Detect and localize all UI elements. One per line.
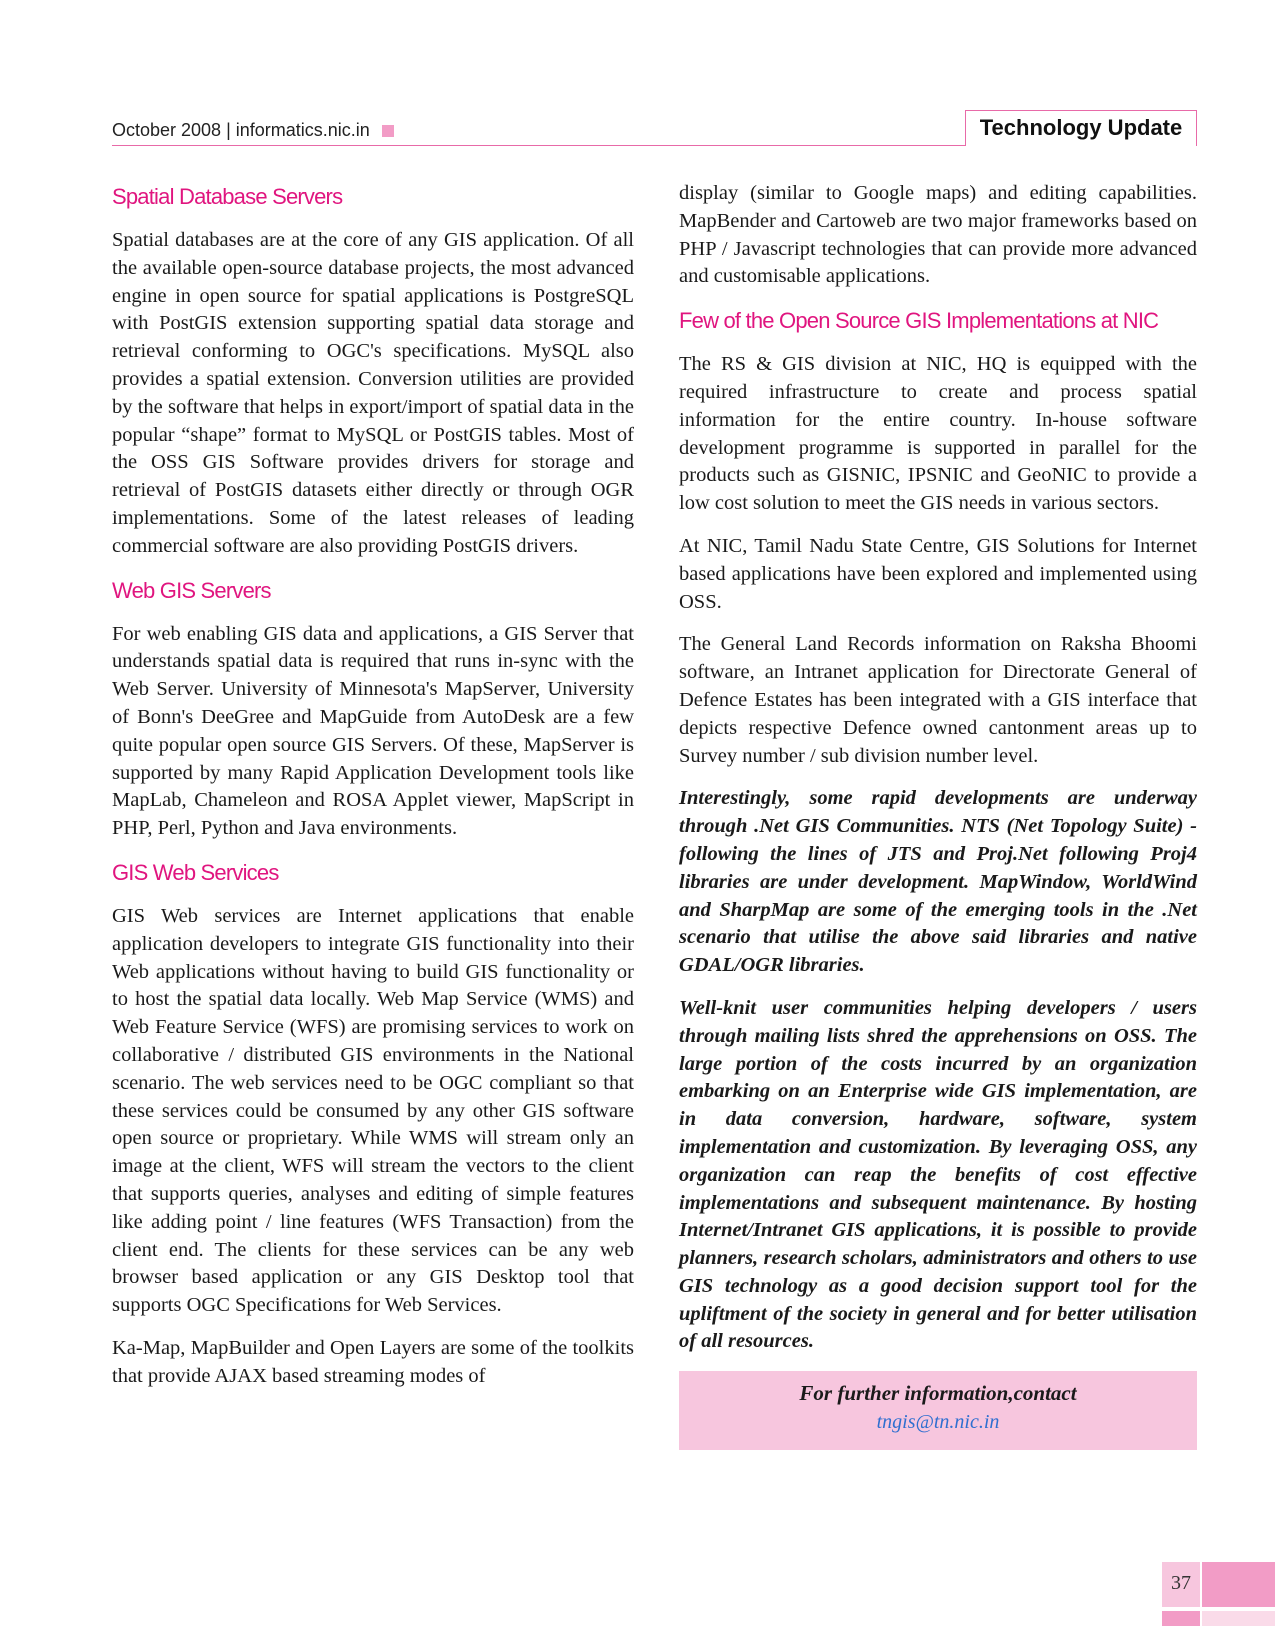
paragraph-gis-web-services: GIS Web services are Internet applications that enable application developers to integrate GIS functionality into their Web applications without having to build GIS functionality or to host the spatial data locally. Web Map Service (WMS) and Web Feature Service (WFS) are promising services to work on collaborative / distributed GIS environments in the National scenario. The web services need to be OGC compliant so that these services could be consumed by any other GIS software open source or proprietary. While WMS will stream only an image at the client, WFS will stream the vectors to the client that supports queries, analyses and editing of simple features like adding point / line features (WFS Transaction) from the client end. The clients for these services can be any web browser based application or any GIS Desktop tool that supports OGC Specifications for Web Services. — [112, 904, 634, 1317]
header-issue-text: October 2008 | informatics.nic.in — [112, 120, 370, 140]
paragraph-land-records: The General Land Records information on Raksha Bhoomi software, an Intranet application for Directorate General of Defence Estates has been integrated with a GIS interface that depicts respective Defence owned cantonment areas up to Survey number / sub division number level. — [679, 633, 1197, 767]
paragraph-tamil-nadu: At NIC, Tamil Nadu State Centre, GIS Solutions for Internet based applications have been explored and implemented using OSS. — [679, 534, 1197, 613]
heading-spatial-database-servers: Spatial Database Servers — [112, 184, 343, 209]
section-title: Technology Update — [965, 110, 1197, 146]
left-column — [112, 180, 634, 1405]
heading-web-gis-servers: Web GIS Servers — [112, 577, 271, 603]
footer-decor-strip-right — [1202, 1611, 1275, 1626]
pink-square-icon — [382, 125, 394, 137]
paragraph-rs-gis-division: The RS & GIS division at NIC, HQ is equipped with the required infrastructure to create and process spatial information for the entire country. In-house software development programme is supported in parallel for the products such as GISNIC, IPSNIC and GeoNIC to provide a low cost solution to meet the GIS needs in various sectors. — [679, 353, 1197, 515]
page-number: 37 — [1162, 1562, 1200, 1607]
paragraph-net-gis: Interestingly, some rapid developments are underway through .Net GIS Communities. NTS (Net Topology Suite) - following the lines of JTS and Proj.Net following Proj4 libraries are under development. MapWindow, WorldWind and SharpMap are some of the emerging tools in the .Net scenario that utilise the above said libraries and native GDAL/OGR libraries. — [679, 787, 1197, 977]
heading-gis-web-services: GIS Web Services — [112, 859, 279, 885]
paragraph-frameworks-continued: display (similar to Google maps) and editing capabilities. MapBender and Cartoweb are two major frameworks based on PHP / Javascript technologies that can provide more advanced and customisable applications. — [679, 182, 1197, 288]
footer-decor-strip-left — [1162, 1611, 1200, 1626]
contact-label: For further information,contact — [799, 1381, 1077, 1406]
contact-email-link[interactable]: tngis@tn.nic.in — [876, 1411, 1000, 1434]
contact-box — [679, 1371, 1197, 1450]
paragraph-user-communities: Well-knit user communities helping developers / users through mailing lists shred the apprehensions on OSS. The large portion of the costs incurred by an organization embarking on an Enterprise wide GIS implementation, are in data conversion, hardware, software, system implementation and customization. By leveraging OSS, any organization can reap the benefits of cost effective implementations and subsequent maintenance. By hosting Internet/Intranet GIS applications, it is possible to provide planners, research scholars, administrators and others to use GIS technology as a good decision support tool for the upliftment of the society in general and for better utilisation of all resources. — [679, 996, 1197, 1353]
paragraph-spatial-databases: Spatial databases are at the core of any GIS application. Of all the available open-source database projects, the most advanced engine in open source for spatial applications is PostgreSQL with PostGIS extension supporting spatial data storage and retrieval conforming to OGC's specifications. MySQL also provides a spatial extension. Conversion utilities are provided by the software that helps in export/import of spatial data in the popular “shape” format to MySQL or PostGIS tables. Most of the OSS GIS Software provides drivers for storage and retrieval of PostGIS datasets either directly or through OGR implementations. Some of the latest releases of leading commercial software are also providing PostGIS drivers. — [112, 229, 634, 557]
footer-decor-block — [1202, 1562, 1275, 1607]
paragraph-web-gis-servers: For web enabling GIS data and applications, a GIS Server that understands spatial data is required that runs in-sync with the Web Server. University of Minnesota's MapServer, University of Bonn's DeeGree and MapGuide from AutoDesk are a few quite popular open source GIS Servers. Of these, MapServer is supported by many Rapid Application Development tools like MapLab, Chameleon and ROSA Applet viewer, MapScript in PHP, Perl, Python and Java environments. — [112, 622, 634, 840]
right-column — [679, 180, 1197, 1450]
heading-nic-implementations: Few of the Open Source GIS Implementations at NIC — [679, 308, 1159, 334]
paragraph-ajax-toolkits: Ka-Map, MapBuilder and Open Layers are some of the toolkits that provide AJAX based streaming modes of — [112, 1336, 634, 1387]
header-issue-info — [112, 120, 394, 141]
